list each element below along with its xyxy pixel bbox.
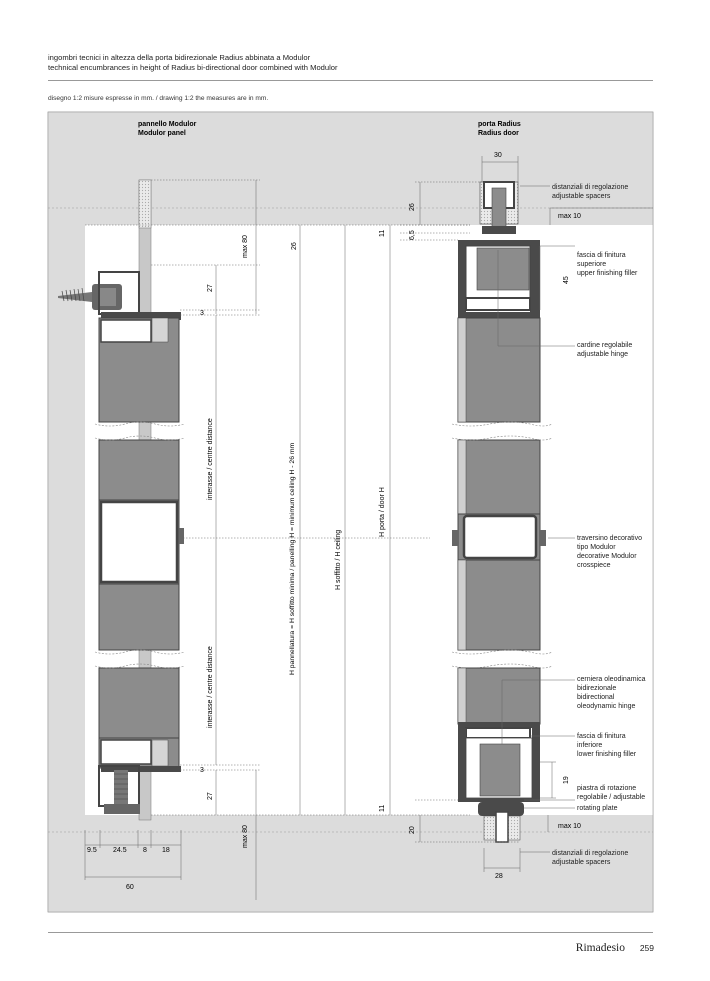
dim-w60: 60 <box>126 884 134 891</box>
dim-45: 45 <box>563 276 570 284</box>
callout-crosspiece-4: crosspiece <box>577 562 611 569</box>
footer-page-number: 259 <box>639 943 654 953</box>
callout-upper-filler-2: superiore <box>577 261 607 268</box>
callout-crosspiece-2: tipo Modulor <box>577 544 616 551</box>
dim-26-left: 26 <box>291 242 298 250</box>
dim-max10-top: max 10 <box>558 213 581 220</box>
drawing-note: disegno 1:2 misure espresse in mm. / drawing 1:2 the measures are in mm. <box>48 95 269 102</box>
callout-spacers-top-1: distanziali di regolazione <box>552 184 629 191</box>
callout-oleodynamic-3: bidirectional <box>577 694 615 701</box>
dim-11-bottom: 11 <box>379 804 386 812</box>
dim-6-5: 6,5 <box>409 230 416 240</box>
callout-oleodynamic-1: cerniera oleodinamica <box>577 676 646 683</box>
dim-w28: 28 <box>495 873 503 880</box>
dim-w8: 8 <box>143 847 147 854</box>
dim-w24-5: 24.5 <box>113 847 127 854</box>
callout-hinge-2: adjustable hinge <box>577 351 628 358</box>
dim-27-bottom: 27 <box>207 792 214 800</box>
footer-rule <box>48 932 653 933</box>
callout-spacers-bottom-1: distanziali di regolazione <box>552 850 629 857</box>
dim-w9-5: 9.5 <box>87 847 97 854</box>
callout-upper-filler-1: fascia di finitura <box>577 252 626 259</box>
label-h-soffitto: H soffitto / H ceiling <box>335 529 342 590</box>
header-title-en: technical encumbrances in height of Radius bi-directional door combined with Modulor <box>48 63 338 72</box>
right-door-title-en: Radius door <box>478 130 519 137</box>
header-title-it: ingombri tecnici in altezza della porta bidirezionale Radius abbinata a Modulor <box>48 53 311 62</box>
dim-11-top: 11 <box>379 229 386 237</box>
label-h-pannellatura: H pannellatura = H soffitto minima / panelling H = minimum ceiling H - 26 mm <box>289 442 296 675</box>
left-panel-title-en: Modulor panel <box>138 130 186 137</box>
callout-hinge-1: cardine regolabile <box>577 342 633 349</box>
right-door-title-it: porta Radius <box>478 121 521 128</box>
callout-oleodynamic-4: oleodynamic hinge <box>577 703 636 710</box>
callout-lower-filler-1: fascia di finitura <box>577 733 626 740</box>
dim-3-bottom: 3 <box>200 767 204 774</box>
dim-w30: 30 <box>494 152 502 159</box>
label-interasse-top: interasse / centre distance <box>207 418 214 500</box>
dim-20: 20 <box>409 826 416 834</box>
dim-3-top: 3 <box>200 310 204 317</box>
callout-crosspiece-3: decorative Modulor <box>577 553 637 560</box>
callout-rotating-plate-2: regolabile / adjustable <box>577 794 646 801</box>
label-interasse-bottom: interasse / centre distance <box>207 646 214 728</box>
callout-upper-filler-3: upper finishing filler <box>577 270 638 277</box>
dim-max10-bottom: max 10 <box>558 823 581 830</box>
callout-lower-filler-3: lower finishing filler <box>577 751 637 758</box>
label-h-porta: H porta / door H <box>379 487 386 537</box>
callout-spacers-top-2: adjustable spacers <box>552 193 611 200</box>
dim-27-top: 27 <box>207 284 214 292</box>
callout-crosspiece-1: traversino decorativo <box>577 535 642 542</box>
callout-lower-filler-2: inferiore <box>577 742 603 749</box>
callout-rotating-plate-1: piastra di rotazione <box>577 785 637 792</box>
callout-oleodynamic-2: bidirezionale <box>577 685 617 692</box>
dim-max80-bottom: max 80 <box>242 825 249 848</box>
callout-rotating-plate-3: rotating plate <box>577 805 618 812</box>
dim-19: 19 <box>563 776 570 784</box>
left-panel-title-it: pannello Modulor <box>138 121 197 128</box>
dim-26-right: 26 <box>409 203 416 211</box>
callout-spacers-bottom-2: adjustable spacers <box>552 859 611 866</box>
dim-max80-top: max 80 <box>242 235 249 258</box>
dim-w18: 18 <box>162 847 170 854</box>
footer-brand: Rimadesio <box>575 942 625 954</box>
